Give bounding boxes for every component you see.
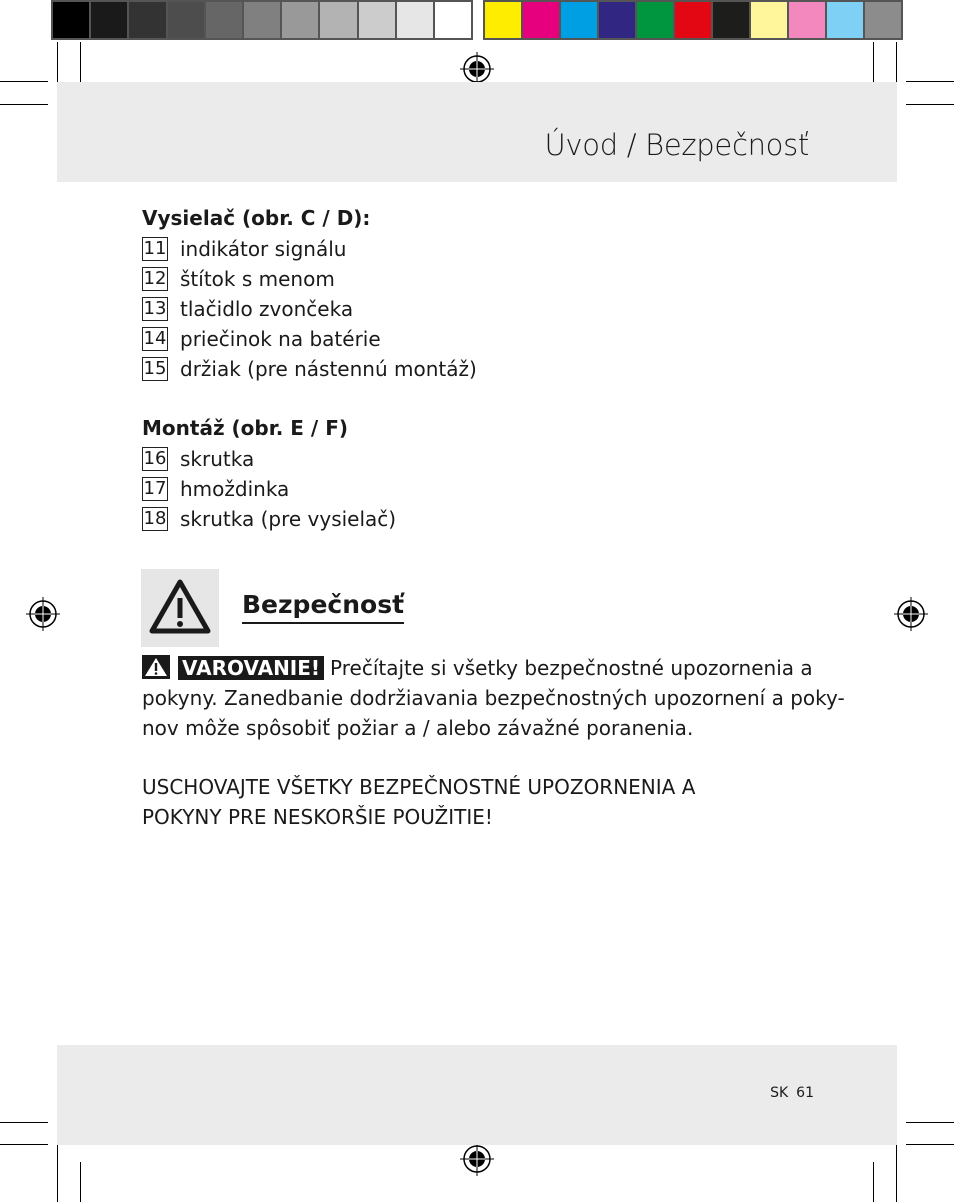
page-number: 61 <box>796 1085 814 1101</box>
color-swatch <box>675 2 713 38</box>
registration-mark-icon <box>894 597 928 631</box>
color-swatch <box>397 2 435 38</box>
color-swatch <box>751 2 789 38</box>
crop-mark <box>0 81 48 82</box>
item-number: 15 <box>143 358 167 379</box>
item-label: priečinok na batérie <box>180 327 381 351</box>
color-swatch <box>713 2 751 38</box>
crop-mark <box>873 1162 874 1202</box>
color-swatch <box>599 2 637 38</box>
color-swatch <box>91 2 129 38</box>
color-swatch <box>523 2 561 38</box>
warning-text: nov môže spôsobiť požiar a / alebo závažné poranenia. <box>142 716 694 740</box>
color-calibration-bar <box>483 0 903 40</box>
crop-mark <box>906 1122 954 1123</box>
warning-text: Prečítajte si všetky bezpečnostné upozornenia a <box>330 656 813 680</box>
mounting-heading: Montáž (obr. E / F) <box>142 416 349 440</box>
list-item <box>142 266 335 292</box>
item-label: skrutka <box>180 447 255 471</box>
color-swatch <box>320 2 358 38</box>
item-label: držiak (pre nástennú montáž) <box>180 357 477 381</box>
crop-mark <box>80 1162 81 1202</box>
warning-badge-icon <box>142 655 170 679</box>
color-swatch <box>789 2 827 38</box>
color-swatch <box>244 2 282 38</box>
crop-mark <box>80 42 81 82</box>
list-item <box>142 296 353 322</box>
page-footer <box>770 1085 814 1101</box>
keep-instructions-notice <box>142 772 695 832</box>
color-swatch <box>435 2 471 38</box>
list-item <box>142 476 289 502</box>
color-swatch <box>865 2 901 38</box>
color-swatch <box>637 2 675 38</box>
color-swatch <box>129 2 167 38</box>
crop-mark <box>0 104 48 105</box>
language-code: SK <box>770 1085 789 1101</box>
color-swatch <box>561 2 599 38</box>
crop-mark <box>57 1140 58 1202</box>
warning-paragraph <box>142 653 845 743</box>
color-swatch <box>282 2 320 38</box>
warning-triangle-icon <box>141 569 219 647</box>
transmitter-heading: Vysielač (obr. C / D): <box>142 206 371 230</box>
item-label: skrutka (pre vysielač) <box>180 507 397 531</box>
list-item <box>142 356 477 382</box>
list-item <box>142 326 381 352</box>
notice-text: USCHOVAJTE VŠETKY BEZPEČNOSTNÉ UPOZORNENIA A <box>142 775 696 799</box>
item-label: tlačidlo zvončeka <box>180 297 354 321</box>
registration-mark-icon <box>26 597 60 631</box>
list-item <box>142 506 396 532</box>
crop-mark <box>906 1144 954 1145</box>
notice-text: POKYNY PRE NESKORŠIE POUŽITIE! <box>142 805 493 829</box>
crop-mark <box>906 104 954 105</box>
registration-mark-icon <box>460 52 494 86</box>
crop-mark <box>0 1144 48 1145</box>
item-label: štítok s menom <box>180 267 335 291</box>
list-item <box>142 446 254 472</box>
crop-mark <box>0 1122 48 1123</box>
item-number: 11 <box>143 238 167 259</box>
warning-label: VAROVANIE! <box>178 656 324 680</box>
item-number: 14 <box>143 328 167 349</box>
item-number: 16 <box>143 448 167 469</box>
crop-mark <box>896 1140 897 1202</box>
list-item <box>142 236 346 262</box>
item-label: indikátor signálu <box>180 237 347 261</box>
crop-mark <box>873 42 874 82</box>
safety-heading: Bezpečnosť <box>242 588 404 624</box>
grayscale-calibration-bar <box>51 0 473 40</box>
color-swatch <box>206 2 244 38</box>
color-swatch <box>485 2 523 38</box>
color-swatch <box>827 2 865 38</box>
color-swatch <box>359 2 397 38</box>
crop-mark <box>906 81 954 82</box>
item-number: 13 <box>143 298 167 319</box>
item-number: 18 <box>143 508 167 529</box>
item-number: 12 <box>143 268 167 289</box>
item-label: hmoždinka <box>180 477 290 501</box>
page-title: Úvod / Bezpečnosť <box>544 128 809 162</box>
registration-mark-icon <box>460 1142 494 1176</box>
warning-box <box>141 569 219 647</box>
warning-text: pokyny. Zanedbanie dodržiavania bezpečnostných upozornení a poky- <box>142 686 845 710</box>
item-number: 17 <box>143 478 167 499</box>
color-swatch <box>168 2 206 38</box>
color-swatch <box>53 2 91 38</box>
